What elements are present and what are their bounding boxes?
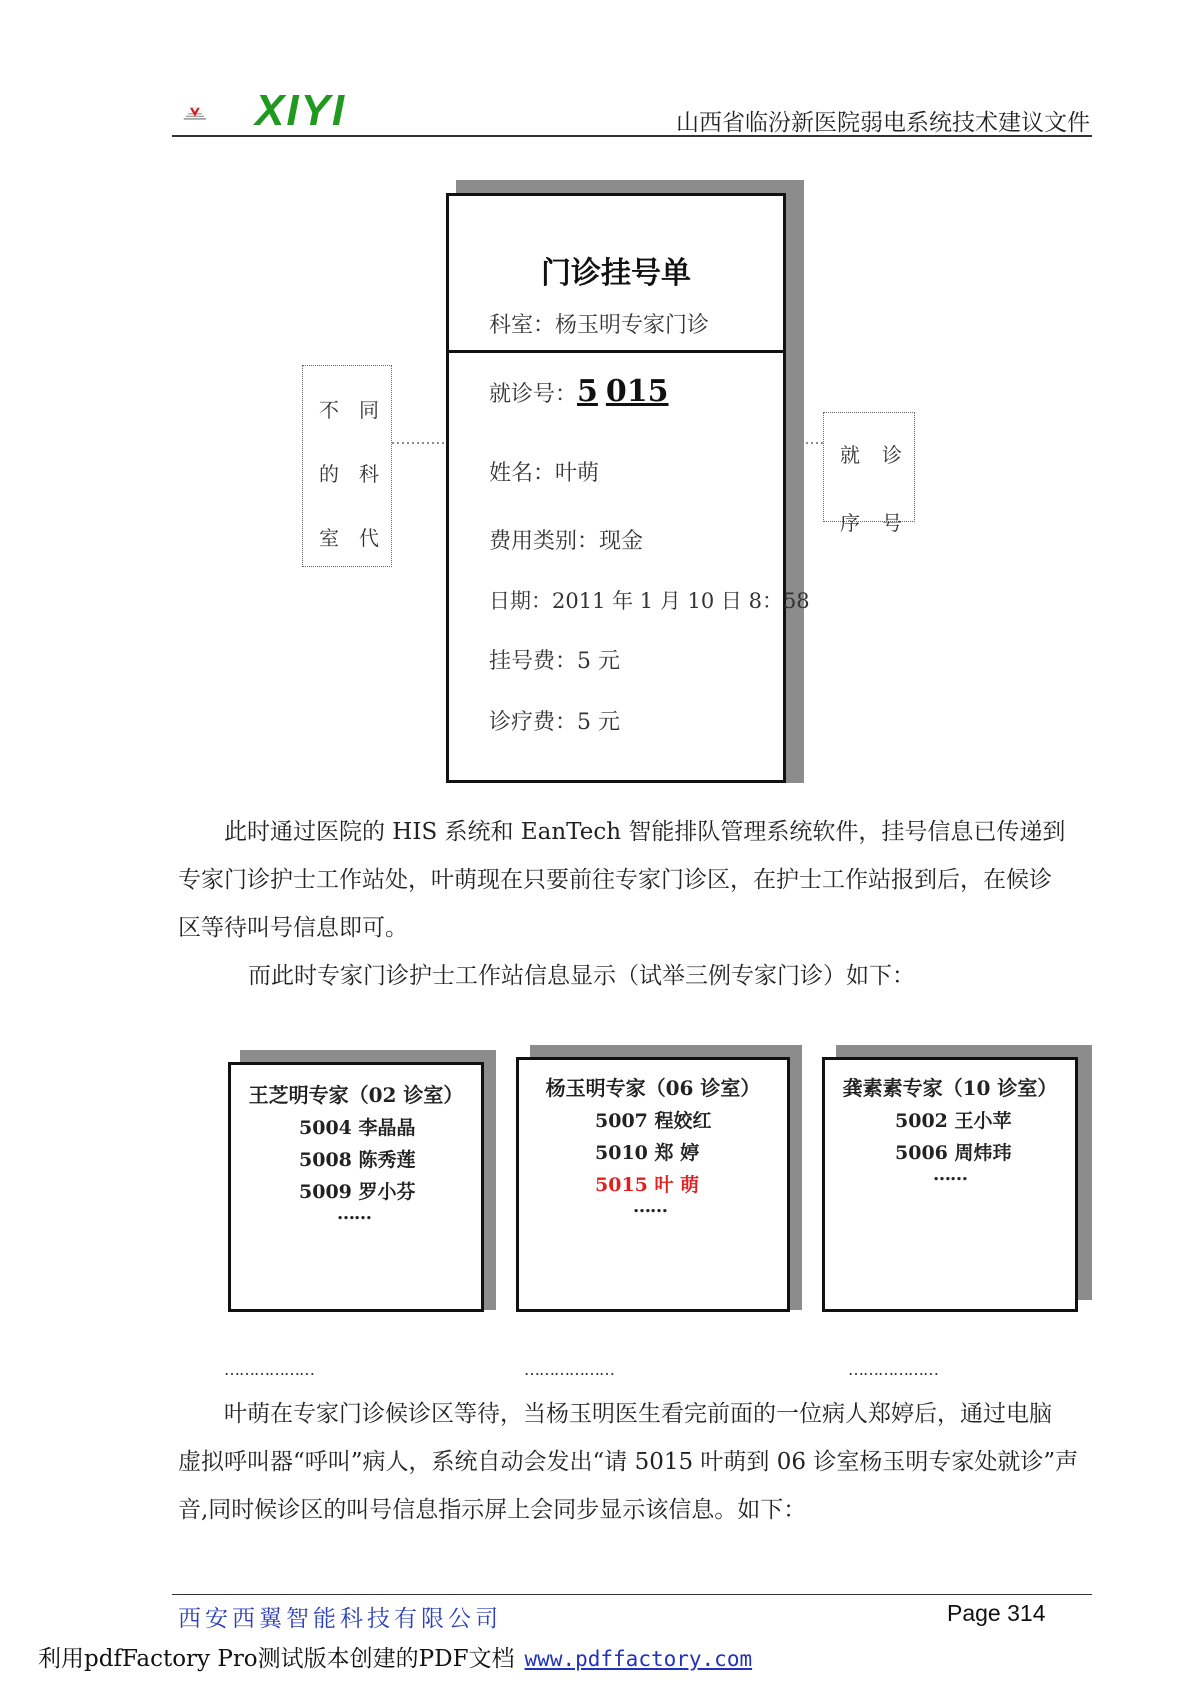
trailing-dots: ……………… <box>848 1360 938 1379</box>
station-box-10 <box>822 1057 1078 1312</box>
paragraph-his-transfer: 此时通过医院的 HIS 系统和 EanTech 智能排队管理系统软件，挂号信息已传递到 专家门诊护士工作站处，叶萌现在只要前往专家门诊区，在护士工作站报到后，在候诊 区等待叫号信息即可。 而此时专家门诊护士工作站信息显示（试举三例专家门诊）如下： <box>178 819 1066 989</box>
logo-text: XIYI <box>255 86 347 135</box>
note-row: 室 代 <box>319 526 379 550</box>
station-box-06 <box>516 1057 790 1312</box>
trailing-dots: ……………… <box>524 1360 614 1379</box>
patient-name: 姓名：叶萌 <box>489 461 600 486</box>
ticket-title: 门诊挂号单 <box>541 256 691 291</box>
queue-entry-highlighted: 5015 叶 萌 <box>595 1174 700 1196</box>
treatment-fee: 诊疗费：5 元 <box>489 710 620 735</box>
queue-more: …… <box>633 1196 667 1217</box>
paragraph-calling: 叶萌在专家门诊候诊区等待，当杨玉明医生看完前面的一位病人郑婷后，通过电脑 虚拟呼叫器“呼叫”病人，系统自动会发出“请 5015 叶萌到 06 诊室杨玉明专家处就诊”声 音,同时候诊区的叫号信息指示屏上会同步显示该信息。如下： <box>178 1401 1079 1523</box>
pdf-factory-note <box>38 1640 752 1673</box>
note-row: 的 科 <box>319 462 379 486</box>
ticket-date: 日期：2011 年 1 月 10 日 8：58 <box>489 589 810 613</box>
ticket-divider <box>449 350 783 353</box>
queue-entry: 5008 陈秀莲 <box>299 1149 416 1171</box>
visit-number-label: 就诊号： <box>489 382 578 407</box>
queue-entry: 5002 王小苹 <box>895 1110 1012 1132</box>
fee-type: 费用类别：现金 <box>489 529 644 554</box>
queue-more: …… <box>933 1164 967 1185</box>
station-title: 王芝明专家（02 诊室） <box>248 1083 464 1107</box>
note-row: 序 号 <box>840 511 902 535</box>
footer-rule <box>172 1594 1092 1595</box>
visit-number-row <box>489 374 669 409</box>
pdf-note-text: 利用pdfFactory Pro测试版本创建的PDF文档 <box>38 1646 515 1672</box>
station-box-02 <box>228 1062 484 1312</box>
queue-entry: 5007 程姣红 <box>595 1110 712 1132</box>
visit-number-seq: 015 <box>605 374 669 409</box>
note-row: 就 诊 <box>840 443 902 467</box>
footer-company: 西安西翼智能科技有限公司 <box>178 1606 502 1632</box>
trailing-dots: ……………… <box>224 1360 314 1379</box>
document-title: 山西省临汾新医院弱电系统技术建议文件 <box>676 110 1090 136</box>
queue-entry: 5004 李晶晶 <box>299 1117 416 1139</box>
queue-entry: 5010 郑 婷 <box>595 1142 700 1164</box>
ticket-department: 科室：杨玉明专家门诊 <box>489 313 710 338</box>
queue-more: …… <box>337 1203 371 1224</box>
station-title: 杨玉明专家（06 诊室） <box>545 1076 761 1100</box>
queue-entry: 5006 周炜玮 <box>895 1142 1012 1164</box>
pdf-factory-link[interactable]: www.pdffactory.com <box>524 1647 753 1671</box>
registration-fee: 挂号费：5 元 <box>489 649 620 674</box>
page-number: Page 314 <box>947 1600 1046 1626</box>
queue-entry: 5009 罗小芬 <box>299 1181 416 1203</box>
station-title: 龚素素专家（10 诊室） <box>842 1076 1058 1100</box>
visit-number-prefix: 5 <box>577 374 598 409</box>
note-row: 不 同 <box>319 398 379 422</box>
registration-ticket <box>446 193 810 783</box>
